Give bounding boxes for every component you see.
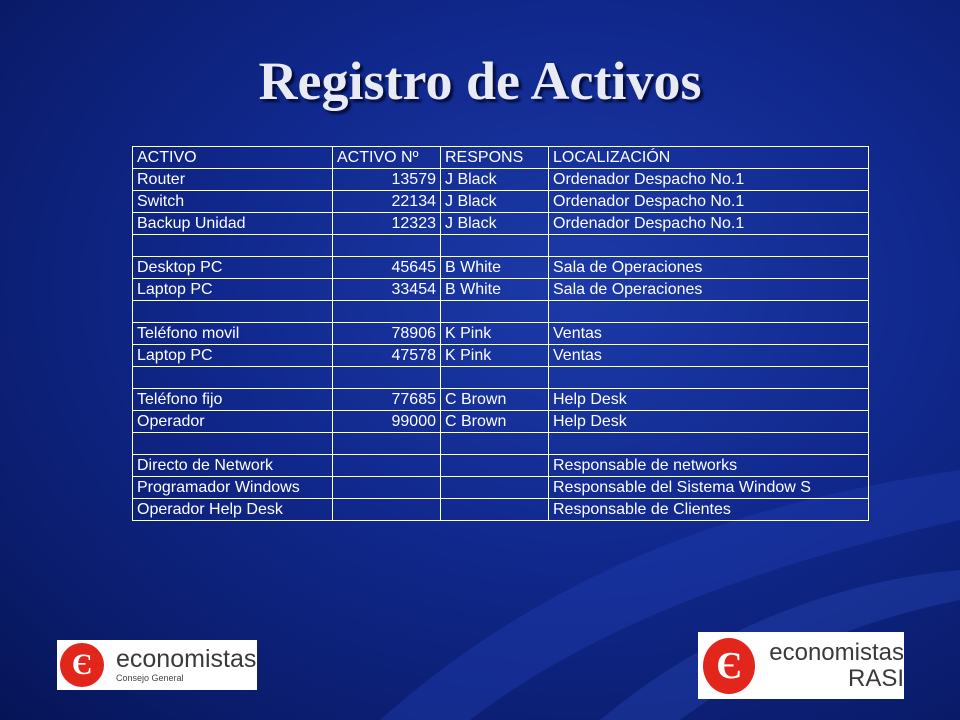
- table-row: [133, 411, 869, 433]
- table-row: [133, 455, 869, 477]
- slide-title: Registro de Activos: [258, 51, 702, 111]
- cell-activo-no: [333, 367, 441, 389]
- economistas-rasi-logo: [698, 632, 904, 699]
- economistas-mark-icon: Є: [703, 638, 755, 694]
- cell-localizacion: Responsable de Clientes: [549, 499, 869, 521]
- cell-localizacion: Help Desk: [549, 389, 869, 411]
- cell-activo: Teléfono fijo: [133, 389, 333, 411]
- cell-respons: RESPONS: [441, 147, 549, 169]
- cell-activo-no: ACTIVO Nº: [333, 147, 441, 169]
- cell-respons: K Pink: [441, 345, 549, 367]
- cell-respons: J Black: [441, 213, 549, 235]
- cell-localizacion: Sala de Operaciones: [549, 257, 869, 279]
- cell-activo-no: [333, 455, 441, 477]
- table-row: [133, 191, 869, 213]
- cell-activo-no: 77685: [333, 389, 441, 411]
- logo-subtitle: Consejo General: [116, 673, 184, 683]
- cell-activo-no: 22134: [333, 191, 441, 213]
- cell-activo-no: [333, 499, 441, 521]
- cell-localizacion: Ordenador Despacho No.1: [549, 169, 869, 191]
- cell-respons: J Black: [441, 191, 549, 213]
- cell-respons: [441, 301, 549, 323]
- table-row: [133, 213, 869, 235]
- table-row: [133, 389, 869, 411]
- cell-activo-no: [333, 235, 441, 257]
- cell-activo-no: 99000: [333, 411, 441, 433]
- cell-activo: Backup Unidad: [133, 213, 333, 235]
- cell-respons: C Brown: [441, 411, 549, 433]
- cell-activo: Operador: [133, 411, 333, 433]
- cell-respons: B White: [441, 279, 549, 301]
- asset-register-table: [132, 146, 869, 521]
- table-row: [133, 477, 869, 499]
- cell-activo: Router: [133, 169, 333, 191]
- logo-subtitle: RASI: [847, 664, 904, 692]
- cell-respons: [441, 477, 549, 499]
- cell-localizacion: Ordenador Despacho No.1: [549, 213, 869, 235]
- cell-localizacion: Responsable del Sistema Window S: [549, 477, 869, 499]
- table-row: [133, 279, 869, 301]
- cell-activo: ACTIVO: [133, 147, 333, 169]
- economistas-consejo-general-logo: [57, 640, 257, 690]
- logo-name: economistas: [116, 645, 257, 673]
- cell-activo: Teléfono movil: [133, 323, 333, 345]
- cell-localizacion: Responsable de networks: [549, 455, 869, 477]
- table-row: [133, 257, 869, 279]
- cell-activo-no: [333, 301, 441, 323]
- cell-respons: B White: [441, 257, 549, 279]
- logo-name: economistas: [769, 638, 904, 666]
- economistas-mark-icon: Є: [60, 643, 104, 687]
- cell-activo-no: [333, 477, 441, 499]
- table-row: [133, 367, 869, 389]
- cell-activo-no: [333, 433, 441, 455]
- cell-localizacion: Sala de Operaciones: [549, 279, 869, 301]
- cell-respons: [441, 499, 549, 521]
- cell-respons: K Pink: [441, 323, 549, 345]
- table-row: [133, 301, 869, 323]
- cell-activo: Directo de Network: [133, 455, 333, 477]
- table-row: [133, 235, 869, 257]
- table-row: [133, 323, 869, 345]
- cell-localizacion: Ventas: [549, 345, 869, 367]
- cell-localizacion: [549, 367, 869, 389]
- cell-localizacion: [549, 235, 869, 257]
- cell-respons: [441, 455, 549, 477]
- cell-localizacion: Help Desk: [549, 411, 869, 433]
- cell-activo-no: 12323: [333, 213, 441, 235]
- cell-respons: [441, 235, 549, 257]
- cell-activo-no: 47578: [333, 345, 441, 367]
- table-row: [133, 169, 869, 191]
- cell-respons: J Black: [441, 169, 549, 191]
- cell-activo: Laptop PC: [133, 279, 333, 301]
- cell-localizacion: LOCALIZACIÓN: [549, 147, 869, 169]
- cell-activo: Switch: [133, 191, 333, 213]
- table-row: [133, 499, 869, 521]
- cell-activo-no: 33454: [333, 279, 441, 301]
- cell-activo: Laptop PC: [133, 345, 333, 367]
- cell-activo: [133, 301, 333, 323]
- cell-activo: Programador Windows: [133, 477, 333, 499]
- cell-respons: C Brown: [441, 389, 549, 411]
- cell-activo: [133, 433, 333, 455]
- table-row: [133, 433, 869, 455]
- cell-activo: Operador Help Desk: [133, 499, 333, 521]
- cell-localizacion: Ordenador Despacho No.1: [549, 191, 869, 213]
- cell-localizacion: [549, 433, 869, 455]
- table-row: [133, 345, 869, 367]
- cell-localizacion: [549, 301, 869, 323]
- cell-respons: [441, 367, 549, 389]
- cell-activo: [133, 367, 333, 389]
- cell-activo: [133, 235, 333, 257]
- cell-localizacion: Ventas: [549, 323, 869, 345]
- cell-activo: Desktop PC: [133, 257, 333, 279]
- cell-activo-no: 78906: [333, 323, 441, 345]
- table-header-row: [133, 147, 869, 169]
- cell-respons: [441, 433, 549, 455]
- cell-activo-no: 13579: [333, 169, 441, 191]
- cell-activo-no: 45645: [333, 257, 441, 279]
